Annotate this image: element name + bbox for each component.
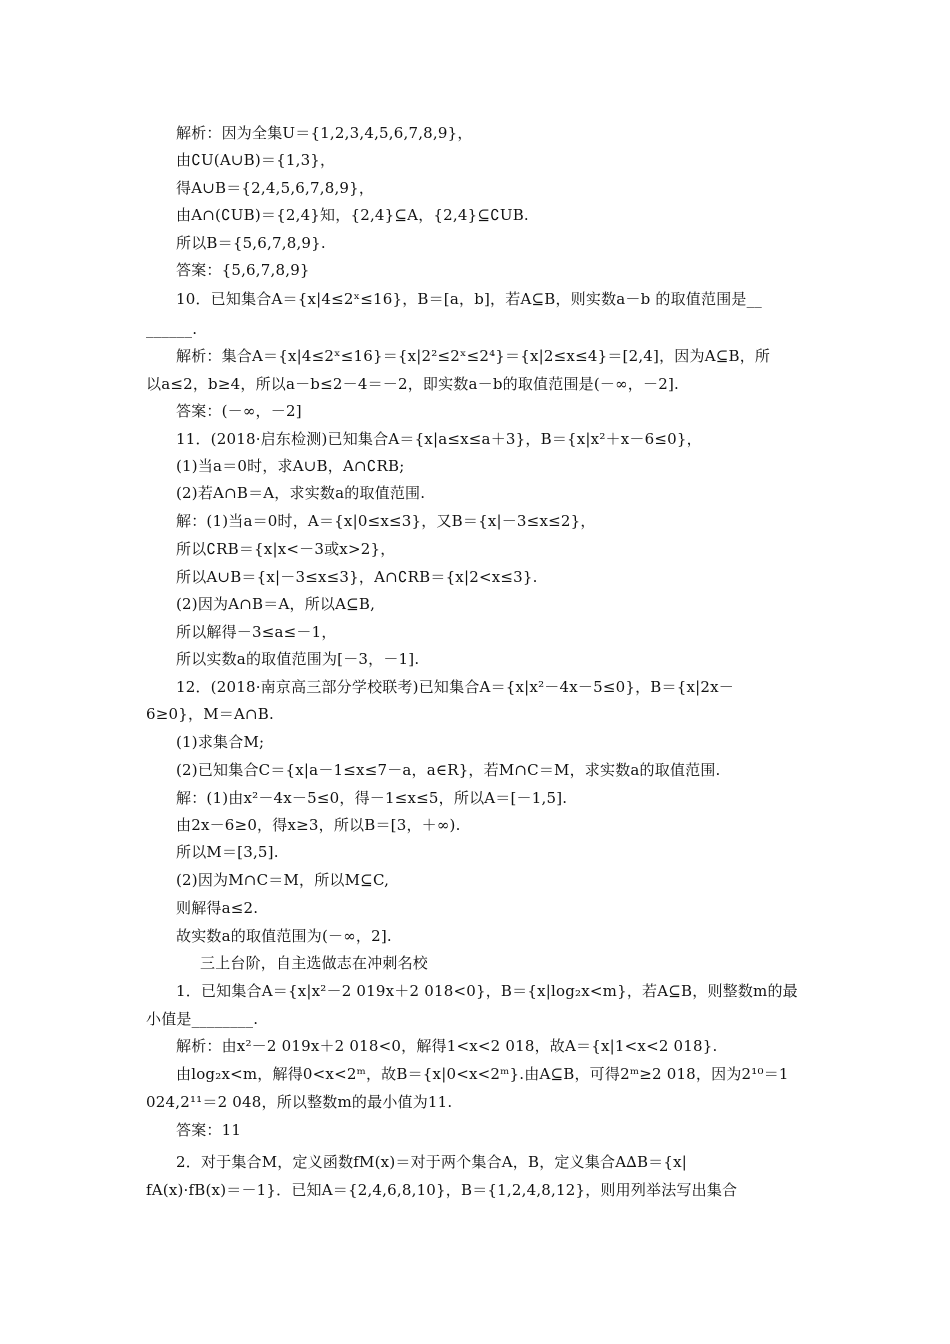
- text-line: (2)因为A∩B＝A，所以A⊆B,: [176, 595, 376, 613]
- text-line: 由∁U(A∪B)＝{1,3}，: [176, 151, 336, 169]
- question-12: 12．(2018·南京高三部分学校联考)已知集合A＝{x|x²－4x－5≤0}，B＝{x|2x－: [176, 678, 734, 696]
- text-line: 由2x－6≥0，得x≥3，所以B＝[3，＋∞).: [176, 816, 461, 834]
- text-line: 故实数a的取值范围为(－∞，2].: [176, 927, 392, 945]
- text-line: 解：(1)当a＝0时，A＝{x|0≤x≤3}，又B＝{x|－3≤x≤2}，: [176, 512, 596, 530]
- text-line: 所以A∪B＝{x|－3≤x≤3}，A∩∁RB＝{x|2<x≤3}.: [176, 568, 538, 586]
- text-line: 则解得a≤2.: [176, 899, 259, 917]
- text-line: 解：(1)由x²－4x－5≤0，得－1≤x≤5，所以A＝[－1,5].: [176, 789, 568, 807]
- text-line: 所以B＝{5,6,7,8,9}.: [176, 234, 326, 252]
- text-line: 所以M＝[3,5].: [176, 843, 279, 861]
- text-line: 所以∁RB＝{x|x<－3或x>2}，: [176, 540, 396, 558]
- text-line-continuation: 024,2¹¹＝2 048，所以整数m的最小值为11.: [146, 1093, 453, 1111]
- text-line: 由log₂x<m，解得0<x<2ᵐ，故B＝{x|0<x<2ᵐ}.由A⊆B，可得2ᵐ≥2 018，因为2¹⁰＝1: [176, 1065, 789, 1083]
- text-line-continuation: 以a≤2，b≥4，所以a－b≤2－4＝－2，即实数a－b的取值范围是(－∞，－2].: [146, 375, 679, 393]
- text-line: (1)求集合M;: [176, 733, 265, 751]
- text-line: (1)当a＝0时，求A∪B，A∩∁RB;: [176, 457, 405, 475]
- text-line-continuation: 小值是________.: [146, 1010, 259, 1028]
- text-line: 答案：(－∞，－2]: [176, 402, 302, 420]
- question-10: 10．已知集合A＝{x|4≤2ˣ≤16}，B＝[a，b]，若A⊆B，则实数a－b 的取值范围是__: [176, 290, 762, 308]
- text-line: 答案：{5,6,7,8,9}: [176, 261, 310, 279]
- text-line: (2)若A∩B＝A，求实数a的取值范围.: [176, 484, 426, 502]
- text-line: (2)因为M∩C＝M，所以M⊆C,: [176, 871, 390, 889]
- text-line: 由A∩(∁UB)＝{2,4}知，{2,4}⊆A，{2,4}⊆∁UB.: [176, 206, 529, 224]
- question-2: 2．对于集合M，定义函数fM(x)＝对于两个集合A，B，定义集合A∆B＝{x|: [176, 1153, 688, 1171]
- section-heading: 三上台阶，自主选做志在冲刺名校: [200, 954, 429, 972]
- text-line-continuation: 6≥0}，M＝A∩B.: [146, 705, 274, 723]
- text-line: 得A∪B＝{2,4,5,6,7,8,9}，: [176, 179, 375, 197]
- question-1: 1．已知集合A＝{x|x²－2 019x＋2 018<0}，B＝{x|log₂x<m}，若A⊆B，则整数m的最: [176, 982, 798, 1000]
- question-11: 11．(2018·启东检测)已知集合A＝{x|a≤x≤a＋3}，B＝{x|x²＋x－6≤0}，: [176, 430, 702, 448]
- text-line: 所以实数a的取值范围为[－3，－1].: [176, 650, 420, 668]
- text-line: 所以解得－3≤a≤－1，: [176, 623, 337, 641]
- text-line: 答案：11: [176, 1121, 242, 1139]
- text-line-continuation: ______.: [146, 320, 198, 338]
- text-line: 解析：集合A＝{x|4≤2ˣ≤16}＝{x|2²≤2ˣ≤2⁴}＝{x|2≤x≤4}＝[2,4]，因为A⊆B，所: [176, 347, 771, 365]
- text-line: (2)已知集合C＝{x|a－1≤x≤7－a，a∈R}，若M∩C＝M，求实数a的取值范围.: [176, 761, 721, 779]
- text-line: 解析：因为全集U＝{1,2,3,4,5,6,7,8,9}，: [176, 124, 473, 142]
- text-line: 解析：由x²－2 019x＋2 018<0，解得1<x<2 018，故A＝{x|1<x<2 018}.: [176, 1037, 718, 1055]
- text-line-continuation: fA(x)·fB(x)＝－1}．已知A＝{2,4,6,8,10}，B＝{1,2,4,8,12}，则用列举法写出集合: [146, 1181, 738, 1199]
